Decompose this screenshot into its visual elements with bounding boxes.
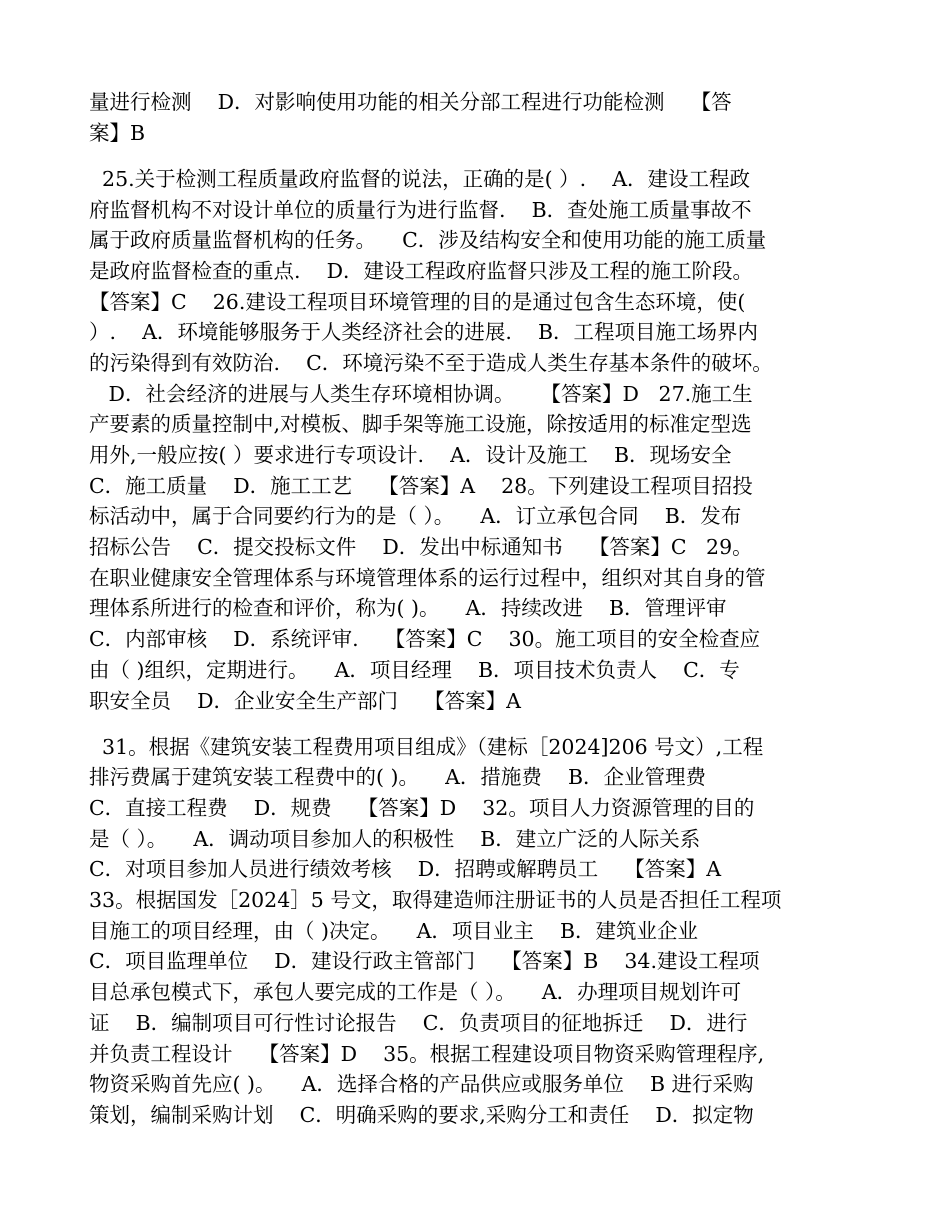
text-line: 产要素的质量控制中,对模板、脚手架等施工设施，除按适用的标准定型选 bbox=[89, 412, 752, 436]
text-line: 职安全员 D．企业安全生产部门 【答案】A bbox=[89, 689, 521, 713]
text-line: 是（ ）。 A．调动项目参加人的积极性 B．建立广泛的人际关系 bbox=[89, 827, 701, 851]
text-line: 的污染得到有效防治. C．环境污染不至于造成人类生存基本条件的破坏。 bbox=[89, 351, 773, 375]
text-line: C．内部审核 D．系统评审. 【答案】C 30。施工项目的安全检查应 bbox=[89, 627, 761, 651]
text-line: 量进行检测 D．对影响使用功能的相关分部工程进行功能检测 【答 bbox=[89, 90, 732, 114]
text-line: 33。根据国发［2024］5 号文，取得建造师注册证书的人员是否担任工程项 bbox=[89, 888, 782, 912]
text-line: 证 B．编制项目可行性讨论报告 C．负责项目的征地拆迁 D．进行 bbox=[89, 1011, 748, 1035]
text-line: C．项目监理单位 D．建设行政主管部门 【答案】B 34.建设工程项 bbox=[89, 949, 760, 973]
text-line: C．对项目参加人员进行绩效考核 D．招聘或解聘员工 【答案】A bbox=[89, 857, 722, 881]
text-line: 排污费属于建筑安装工程费中的( )。 A．措施费 B．企业管理费 bbox=[89, 765, 707, 789]
text-line: 案】B bbox=[89, 121, 146, 145]
text-line: 是政府监督检查的重点. D．建设工程政府监督只涉及工程的施工阶段。 bbox=[89, 259, 754, 283]
text-line: 策划，编制采购计划 C．明确采购的要求,采购分工和责任 D．拟定物 bbox=[89, 1103, 754, 1127]
text-line: 属于政府质量监督机构的任务。 C．涉及结构安全和使用功能的施工质量 bbox=[89, 228, 767, 252]
text-line: 用外,一般应按( ）要求进行专项设计. A．设计及施工 B．现场安全 bbox=[89, 443, 732, 467]
text-line: 25.关于检测工程质量政府监督的说法，正确的是( ）. A．建设工程政 bbox=[89, 167, 751, 191]
text-line: 物资采购首先应( )。 A．选择合格的产品供应或服务单位 B 进行采购 bbox=[89, 1072, 754, 1096]
text-line: 目总承包模式下，承包人要完成的工作是（ ）。 A．办理项目规划许可 bbox=[89, 980, 742, 1004]
text-line: 并负责工程设计 【答案】D 35。根据工程建设项目物资采购管理程序, bbox=[89, 1042, 765, 1066]
text-line: C．施工质量 D．施工工艺 【答案】A 28。下列建设工程项目招投 bbox=[89, 474, 753, 498]
text-line: ）. A．环境能够服务于人类经济社会的进展. B．工程项目施工场界内 bbox=[89, 320, 759, 344]
text-line: 由（ )组织，定期进行。 A．项目经理 B．项目技术负责人 C．专 bbox=[89, 658, 740, 682]
text-line: 在职业健康安全管理体系与环境管理体系的运行过程中，组织对其自身的管 bbox=[89, 566, 766, 590]
text-line: 府监督机构不对设计单位的质量行为进行监督. B．查处施工质量事故不 bbox=[89, 198, 752, 222]
text-line: 【答案】C 26.建设工程项目环境管理的目的是通过包含生态环境，使( bbox=[89, 290, 746, 314]
text-line: 理体系所进行的检查和评价，称为( )。 A．持续改进 B．管理评审 bbox=[89, 596, 727, 620]
text-line: 目施工的项目经理，由（ )决定。 A．项目业主 B．建筑业企业 bbox=[89, 919, 699, 943]
text-line: C．直接工程费 D．规费 【答案】D 32。项目人力资源管理的目的 bbox=[89, 796, 755, 820]
text-line: D．社会经济的进展与人类生存环境相协调。 【答案】D 27.施工生 bbox=[89, 382, 753, 406]
text-line: 31。根据《建筑安装工程费用项目组成》（建标［2024]206 号文）,工程 bbox=[89, 735, 764, 759]
text-line: 招标公告 C．提交投标文件 D．发出中标通知书 【答案】C 29。 bbox=[89, 535, 753, 559]
text-line: 标活动中，属于合同要约行为的是（ ）。 A．订立承包合同 B．发布 bbox=[89, 504, 742, 528]
